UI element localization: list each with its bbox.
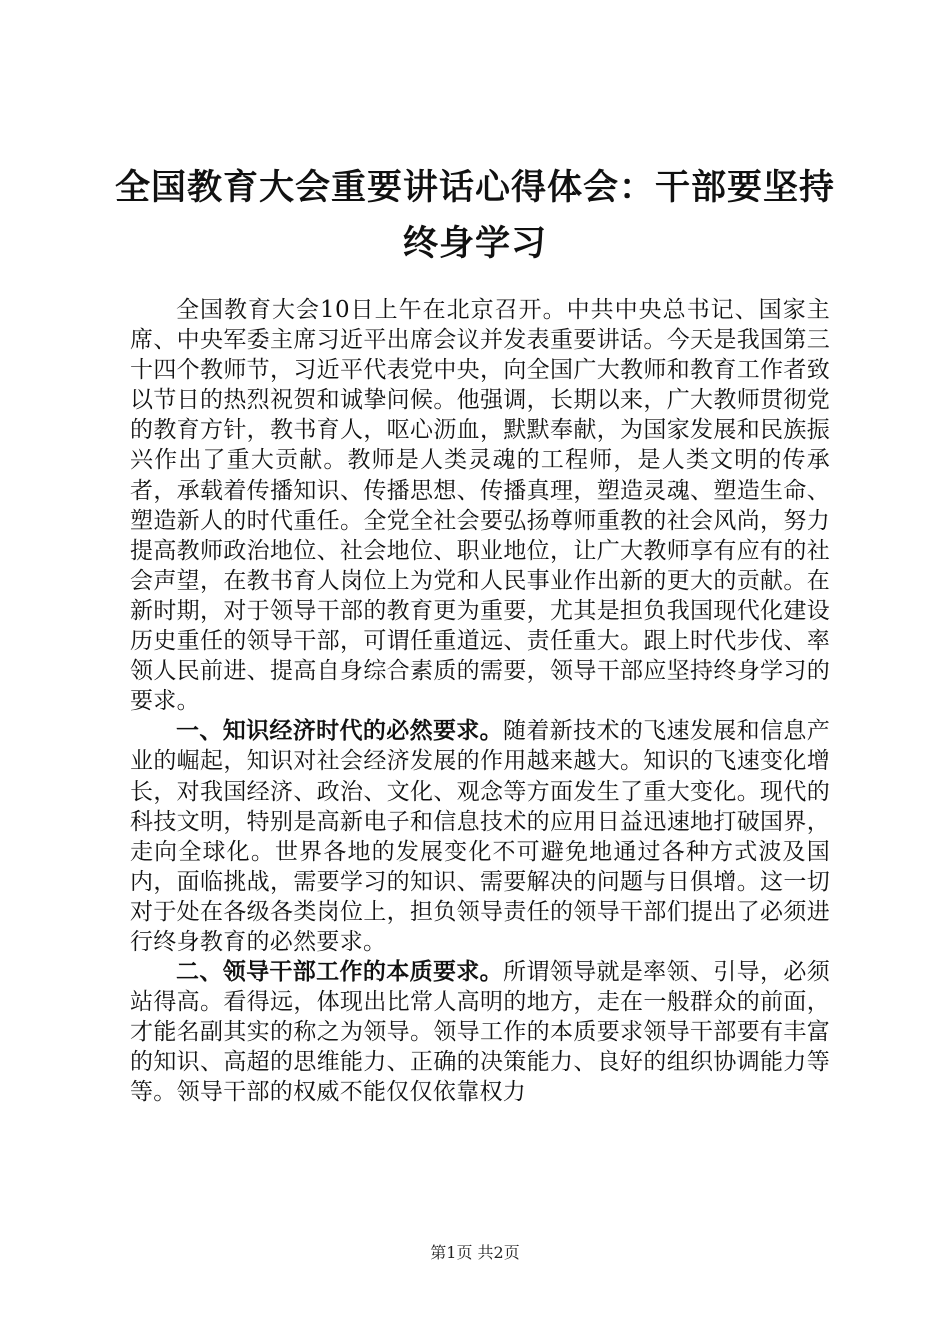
paragraph-section-1	[130, 716, 830, 957]
paragraph-text: 所谓领导就是率领、引导，必须站得高。看得远，体现出比常人高明的地方，走在一般群众的前面，才能名副其实的称之为领导。领导工作的本质要求领导干部要有丰富的知识、高超的思维能力、正确的决策能力、良好的组织协调能力等等。领导干部的权威不能仅仅依靠权力	[130, 959, 830, 1106]
page-footer: 第1页 共2页	[430, 1243, 520, 1262]
paragraph-text: 全国教育大会10日上午在北京召开。中共中央总书记、国家主席、中央军委主席习近平出席会议并发表重要讲话。今天是我国第三十四个教师节，习近平代表党中央，向全国广大教师和教育工作者致以节日的热烈祝贺和诚挚问候。他强调，长期以来，广大教师贯彻党的教育方针，教书育人，呕心沥血，默默奉献，为国家发展和民族振兴作出了重大贡献。教师是人类灵魂的工程师，是人类文明的传承者，承载着传播知识、传播思想、传播真理，塑造灵魂、塑造生命、塑造新人的时代重任。全党全社会要弘扬尊师重教的社会风尚，努力提高教师政治地位、社会地位、职业地位，让广大教师享有应有的社会声望，在教书育人岗位上为党和人民事业作出新的更大的贡献。在新时期，对于领导干部的教育更为重要，尤其是担负我国现代化建设历史重任的领导干部，可谓任重道远、责任重大。跟上时代步伐、率领人民前进、提高自身综合素质的需要，领导干部应坚持终身学习的要求。	[130, 297, 830, 715]
document-body	[130, 295, 830, 1108]
document-title	[110, 160, 840, 272]
paragraph-section-2	[130, 957, 830, 1107]
paragraph-intro	[130, 295, 830, 716]
paragraph-text: 随着新技术的飞速发展和信息产业的崛起，知识对社会经济发展的作用越来越大。知识的飞速变化增长，对我国经济、政治、文化、观念等方面发生了重大变化。现代的科技文明，特别是高新电子和信息技术的应用日益迅速地打破国界，走向全球化。世界各地的发展变化不可避免地通过各种方式波及国内，面临挑战，需要学习的知识、需要解决的问题与日俱增。这一切对于处在各级各类岗位上，担负领导责任的领导干部们提出了必须进行终身教育的必然要求。	[130, 718, 830, 955]
section-heading: 一、知识经济时代的必然要求。	[176, 718, 504, 745]
title-line-2: 终身学习	[402, 224, 547, 264]
title-line-1: 全国教育大会重要讲话心得体会：干部要坚持	[114, 168, 835, 208]
section-heading: 二、领导干部工作的本质要求。	[176, 959, 504, 986]
